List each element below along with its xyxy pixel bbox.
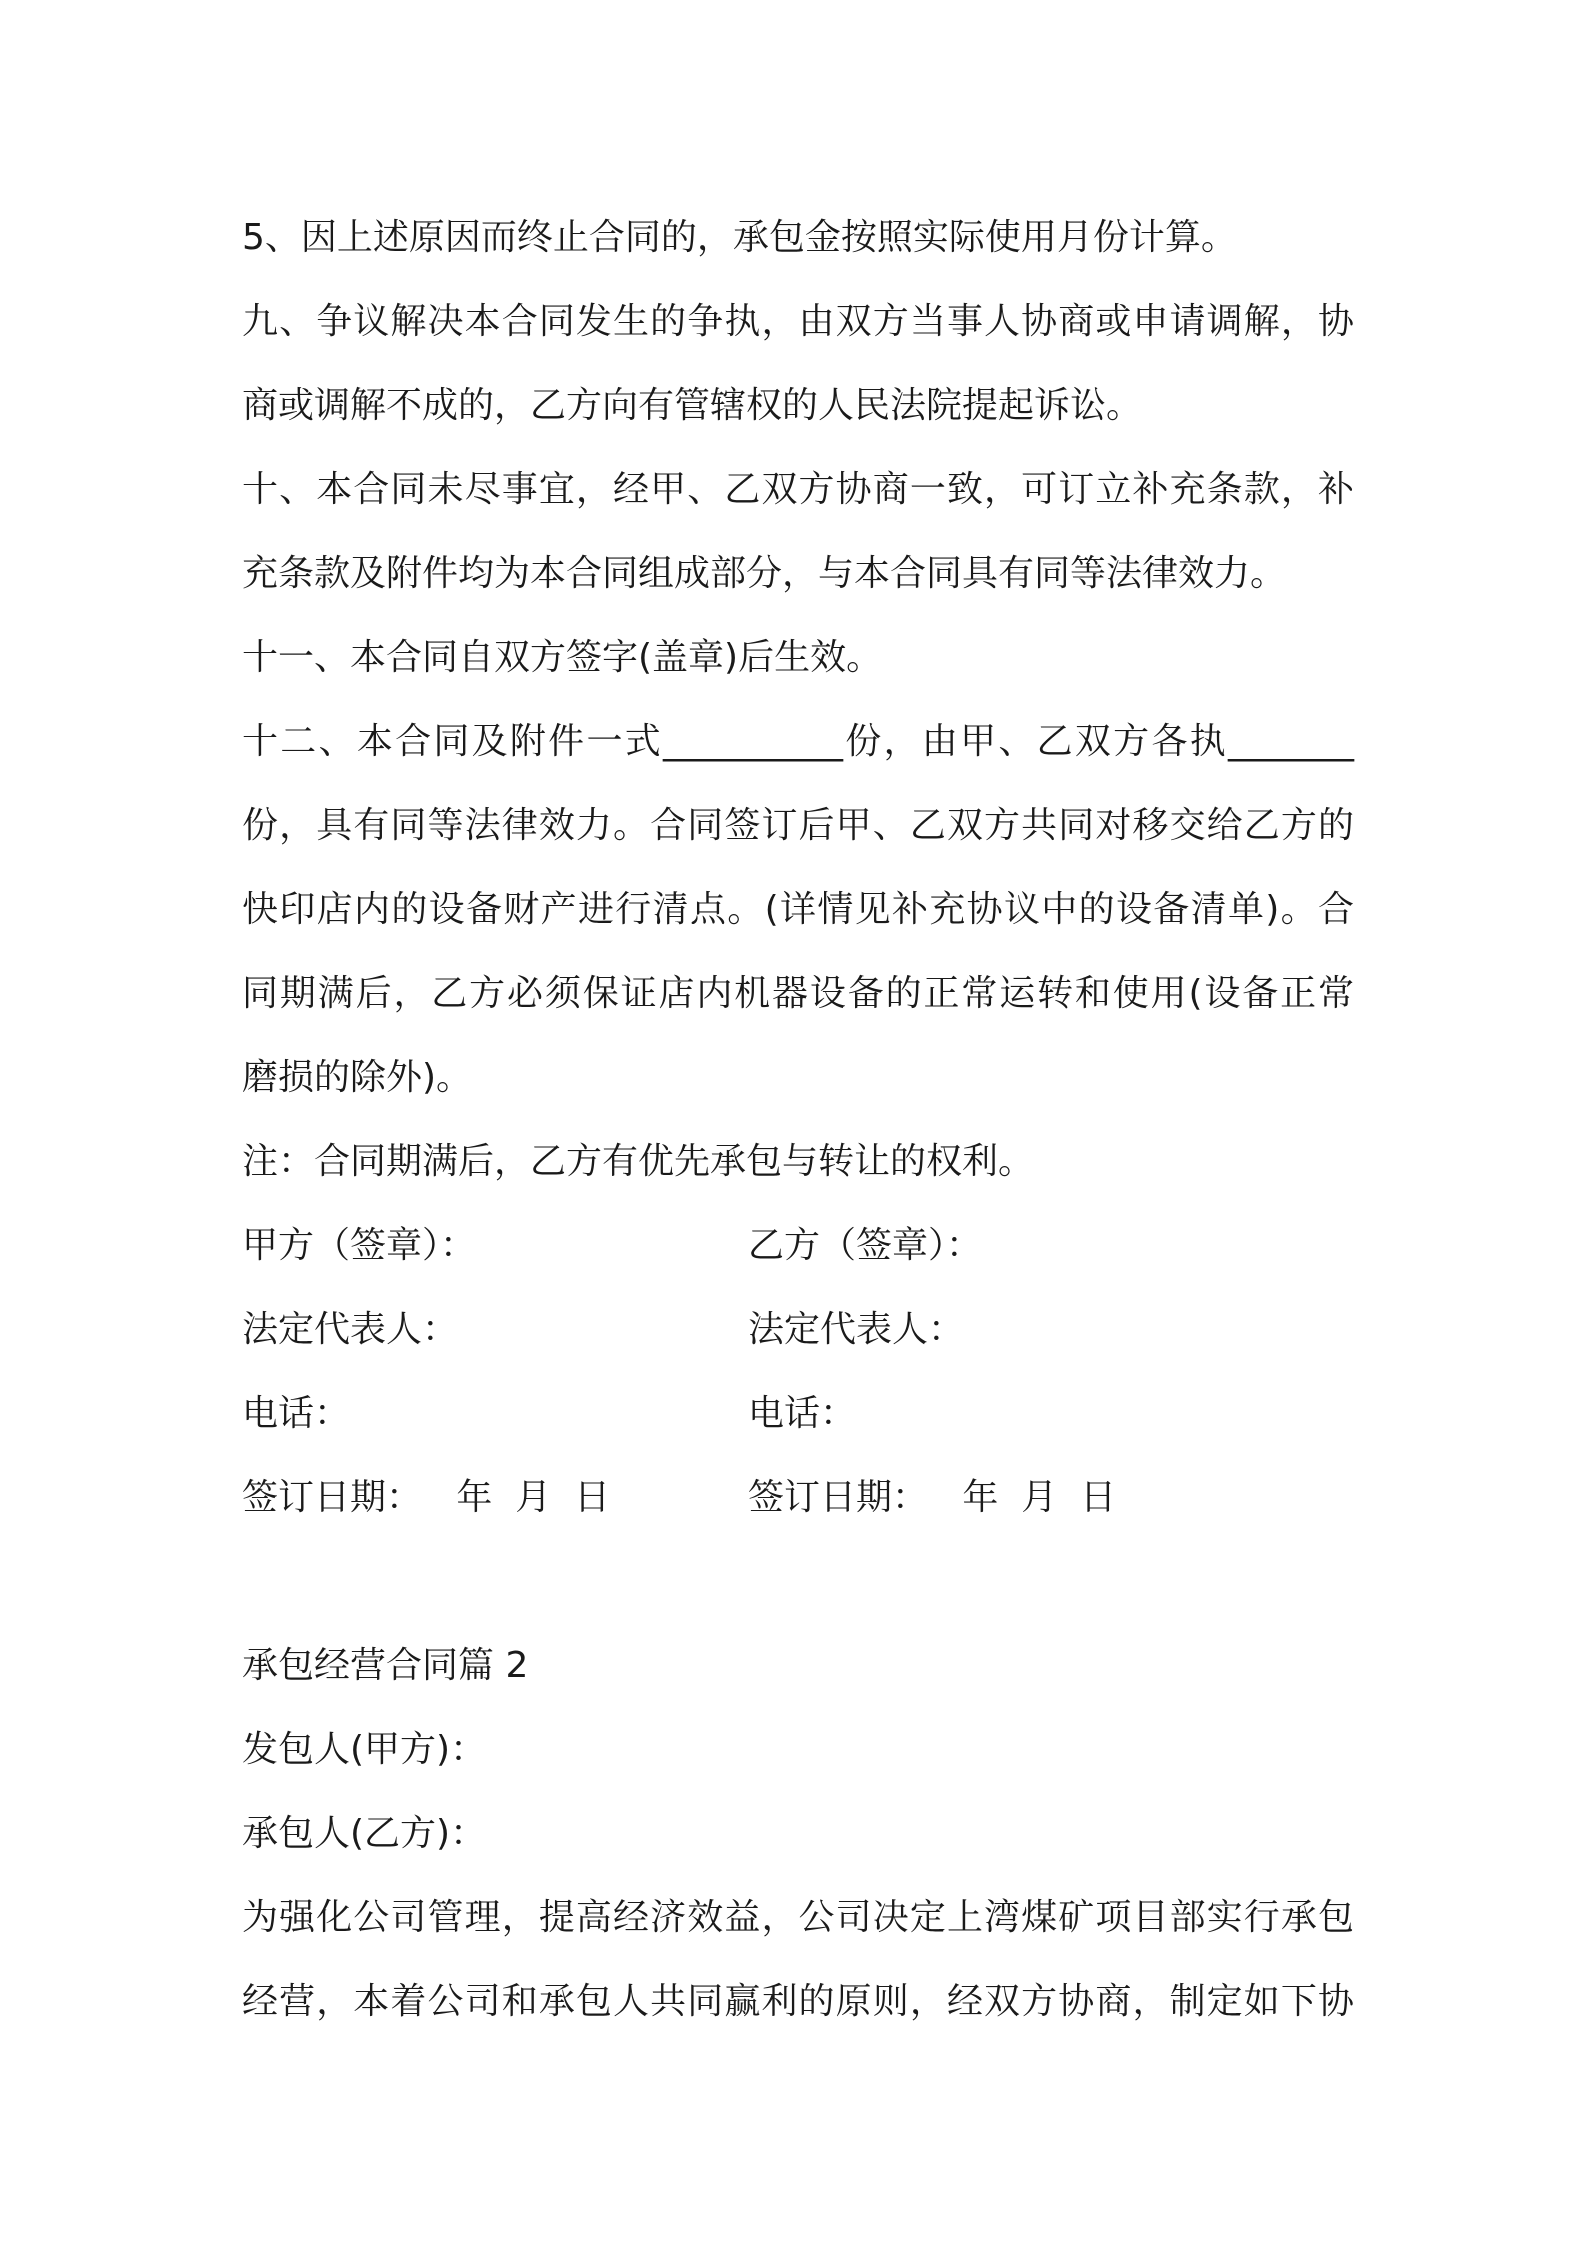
issuer-label: 发包人(甲方)： [242,1729,487,1770]
contractor-label: 承包人(乙方)： [242,1813,487,1854]
clause-9-line-2: 商或调解不成的，乙方向有管辖权的人民法院提起诉讼。 [242,385,1143,426]
intro-line-1: 为强化公司管理，提高经济效益，公司决定上湾煤矿项目部实行承包 [242,1897,1354,1938]
clause-12-line-5: 磨损的除外)。 [242,1057,473,1098]
signature-row-phone [242,1372,1354,1456]
clause-9-line-1: 九、争议解决本合同发生的争执，由双方当事人协商或申请调解，协 [242,301,1354,342]
document-body [242,196,1354,2044]
signature-row-representative [242,1288,1354,1372]
party-b-representative-label: 法定代表人： [748,1309,965,1350]
clause-11-line: 十一、本合同自双方签字(盖章)后生效。 [242,637,883,678]
clause-12-line-4: 同期满后，乙方必须保证店内机器设备的正常运转和使用(设备正常 [242,973,1354,1014]
party-b-seal-label: 乙方（签章）： [748,1225,983,1266]
clause-10-line-2: 充条款及附件均为本合同组成部分，与本合同具有同等法律效力。 [242,553,1287,594]
clause-5-line: 5、因上述原因而终止合同的，承包金按照实际使用月份计算。 [242,217,1237,258]
party-a-seal-label: 甲方（签章）： [242,1225,477,1266]
party-a-phone-label: 电话： [242,1393,351,1434]
party-b-date-label: 签订日期： 年 月 日 [748,1477,1117,1518]
signature-row-date [242,1456,1354,1540]
clause-12-line-1: 十二、本合同及附件一式__________份，由甲、乙双方各执_______ [242,721,1354,762]
clause-12-line-2: 份，具有同等法律效力。合同签订后甲、乙双方共同对移交给乙方的 [242,805,1354,846]
note-line: 注：合同期满后，乙方有优先承包与转让的权利。 [242,1141,1035,1182]
clause-12-line-3: 快印店内的设备财产进行清点。(详情见补充协议中的设备清单)。合 [242,889,1354,930]
signature-row-seal [242,1204,1354,1288]
party-a-date-label: 签订日期： 年 月 日 [242,1477,611,1518]
intro-line-2: 经营，本着公司和承包人共同赢利的原则，经双方协商，制定如下协 [242,1981,1354,2022]
section-2-title: 承包经营合同篇 2 [242,1645,529,1686]
party-b-phone-label: 电话： [748,1393,857,1434]
clause-10-line-1: 十、本合同未尽事宜，经甲、乙双方协商一致，可订立补充条款，补 [242,469,1354,510]
section-spacer [242,1540,1354,1624]
party-a-representative-label: 法定代表人： [242,1309,459,1350]
